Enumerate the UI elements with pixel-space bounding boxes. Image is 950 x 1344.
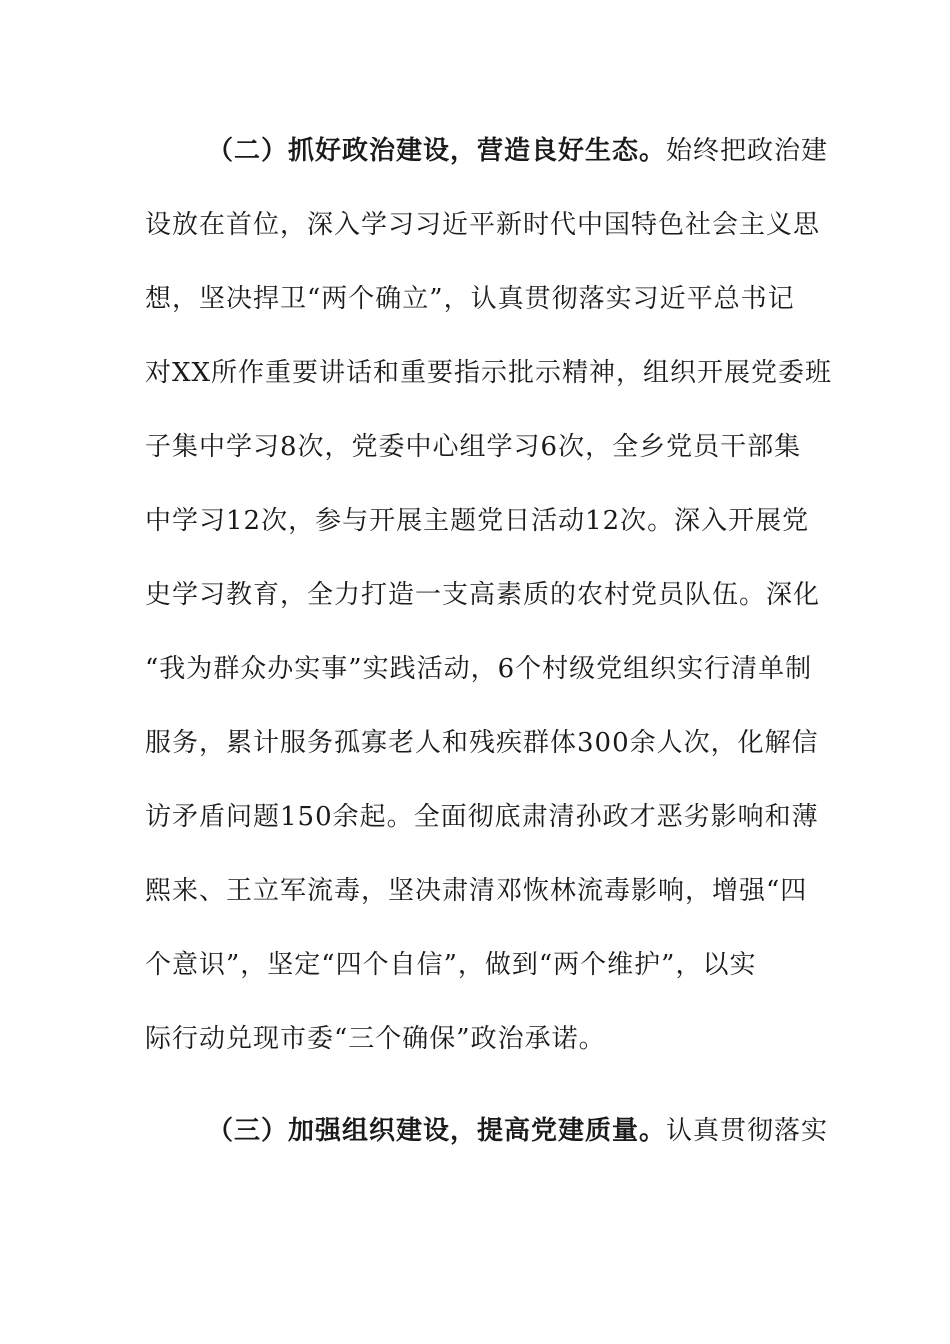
paragraph-political-construction (145, 114, 833, 1076)
body-line: 熙来、王立军流毒，坚决肃清邓恢林流毒影响，增强“四 (145, 876, 808, 906)
paragraph-first-line (145, 1094, 829, 1168)
body-line: 访矛盾问题150余起。全面彻底肃清孙政才恶劣影响和薄 (145, 802, 819, 832)
body-line: 服务，累计服务孤寡老人和残疾群体300余人次，化解信 (145, 728, 819, 758)
body-line: 际行动兑现市委“三个确保”政治承诺。 (145, 1024, 606, 1054)
body-text: 始终把政治建 (666, 136, 829, 166)
body-line: 史学习教育，全力打造一支高素质的农村党员队伍。深化 (145, 580, 821, 610)
section-heading: （三）加强组织建设，提高党建质量。 (207, 1116, 667, 1146)
body-text: 认真贯彻落实 (666, 1116, 829, 1146)
body-line: 中学习12次，参与开展主题党日活动12次。深入开展党 (145, 506, 810, 536)
body-line: 个意识”，坚定“四个自信”，做到“两个维护”，以实 (145, 950, 757, 980)
body-line: “我为群众办实事”实践活动，6个村级党组织实行清单制 (145, 654, 813, 684)
body-line: 子集中学习8次，党委中心组学习6次，全乡党员干部集 (145, 432, 802, 462)
body-line: 设放在首位，深入学习习近平新时代中国特色社会主义思 (145, 210, 821, 240)
body-line: 想，坚决捍卫“两个确立”，认真贯彻落实习近平总书记 (145, 284, 795, 314)
section-heading: （二）抓好政治建设，营造良好生态。 (207, 136, 667, 166)
body-line: 对XX所作重要讲话和重要指示批示精神，组织开展党委班 (145, 358, 833, 388)
paragraph-organization-construction (145, 1094, 829, 1168)
paragraph-first-line (145, 114, 829, 188)
